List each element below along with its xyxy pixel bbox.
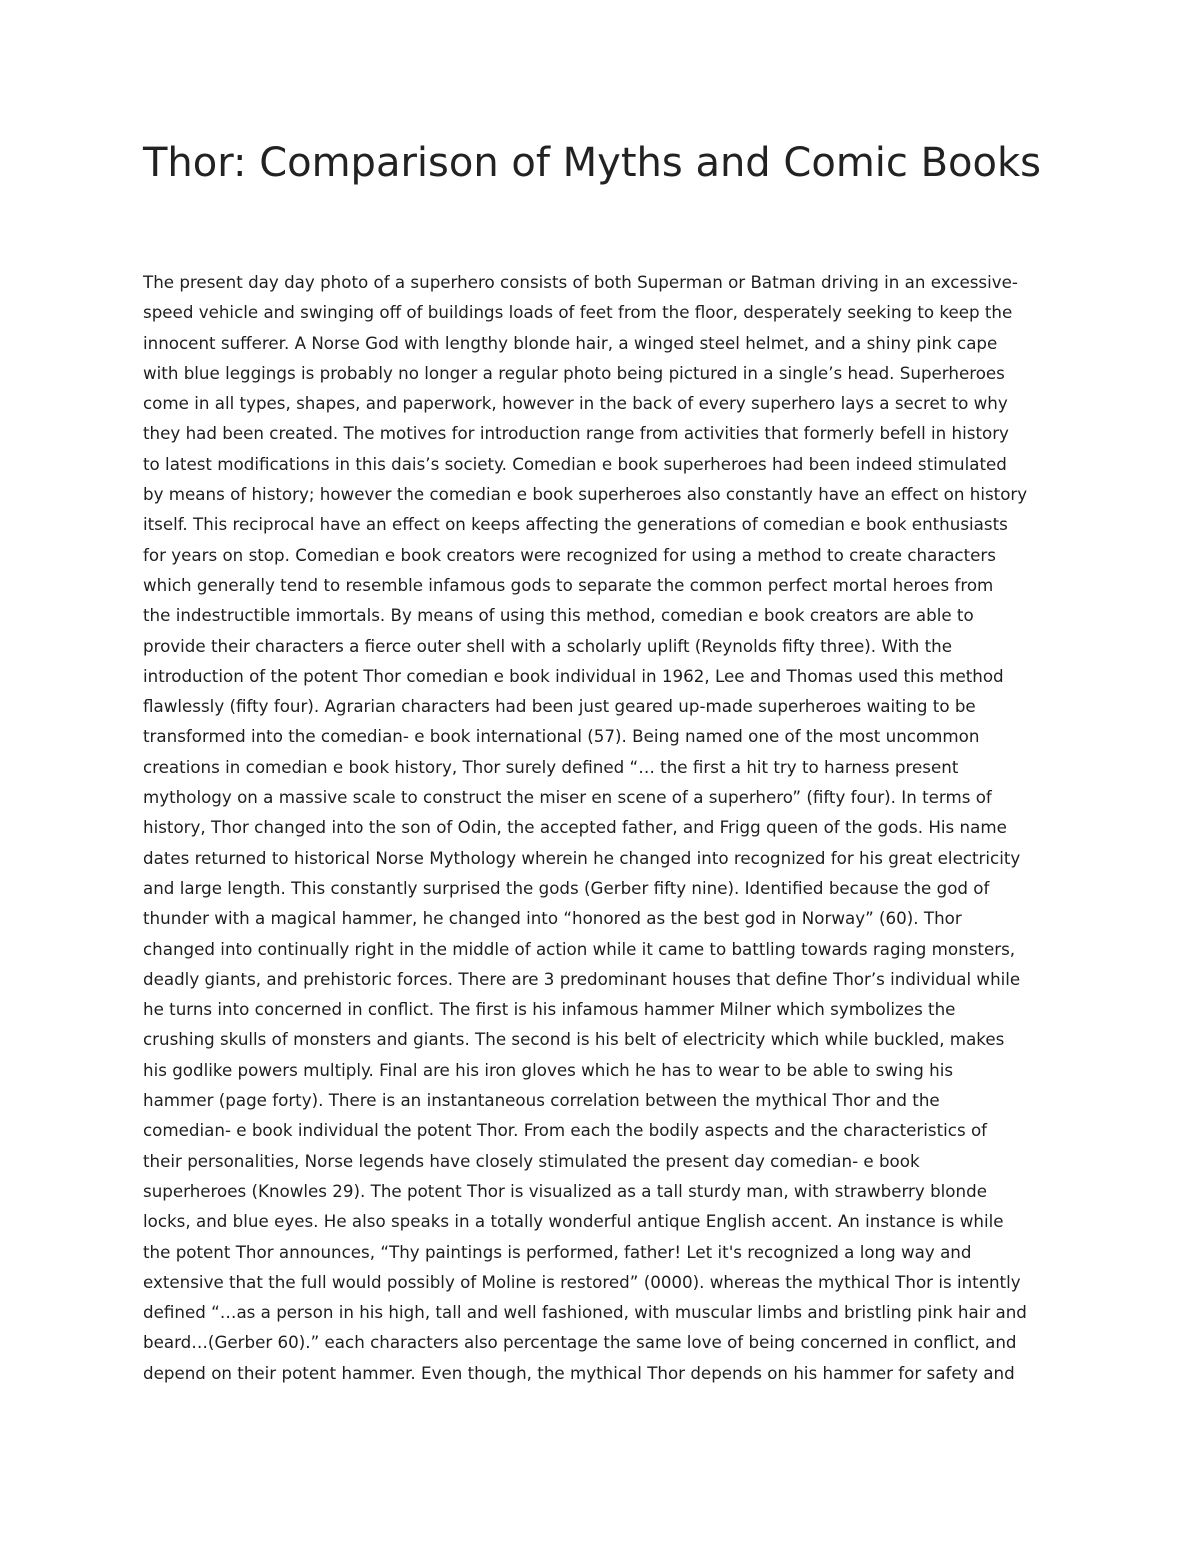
paragraph-line: introduction of the potent Thor comedian e book individual in 1962, Lee and Thomas used this method bbox=[143, 665, 1004, 686]
paragraph-line: flawlessly (fifty four). Agrarian characters had been just geared up-made superheroes waiting to be bbox=[143, 696, 976, 717]
paragraph-line: by means of history; however the comedian e book superheroes also constantly have an effect on history bbox=[143, 484, 1028, 505]
paragraph-line: for years on stop. Comedian e book creators were recognized for using a method to create characters bbox=[143, 544, 996, 565]
body-paragraph bbox=[143, 267, 1063, 1388]
paragraph-line: speed vehicle and swinging off of buildings loads of feet from the floor, desperately seeking to keep the bbox=[143, 302, 1013, 323]
paragraph-line: which generally tend to resemble infamous gods to separate the common perfect mortal heroes from bbox=[143, 574, 994, 595]
paragraph-line: hammer (page forty). There is an instantaneous correlation between the mythical Thor and the bbox=[143, 1090, 940, 1111]
paragraph-line: mythology on a massive scale to construct the miser en scene of a superhero” (fifty four). In terms of bbox=[143, 787, 992, 808]
paragraph-line: itself. This reciprocal have an effect on keeps affecting the generations of comedian e book enthusiasts bbox=[143, 514, 1008, 535]
paragraph-line: transformed into the comedian- e book international (57). Being named one of the most uncommon bbox=[143, 726, 980, 747]
paragraph-line: and large length. This constantly surprised the gods (Gerber fifty nine). Identified because the god of bbox=[143, 877, 990, 898]
paragraph-line: depend on their potent hammer. Even though, the mythical Thor depends on his hammer for safety and bbox=[143, 1362, 1015, 1383]
paragraph-line: to latest modifications in this dais’s society. Comedian e book superheroes had been indeed stimulated bbox=[143, 453, 1007, 474]
paragraph-line: thunder with a magical hammer, he changed into “honored as the best god in Norway” (60). Thor bbox=[143, 908, 962, 929]
paragraph-line: they had been created. The motives for introduction range from activities that formerly befell in history bbox=[143, 423, 1009, 444]
paragraph-line: dates returned to historical Norse Mythology wherein he changed into recognized for his great electricity bbox=[143, 847, 1021, 868]
paragraph-line: the indestructible immortals. By means of using this method, comedian e book creators are able to bbox=[143, 605, 974, 626]
paragraph-line: creations in comedian e book history, Thor surely defined “… the first a hit try to harness present bbox=[143, 756, 959, 777]
paragraph-line: come in all types, shapes, and paperwork, however in the back of every superhero lays a secret to why bbox=[143, 393, 1008, 414]
paragraph-line: defined “…as a person in his high, tall and well fashioned, with muscular limbs and bristling pink hair and bbox=[143, 1302, 1027, 1323]
paragraph-line: their personalities, Norse legends have closely stimulated the present day comedian- e book bbox=[143, 1150, 920, 1171]
paragraph-line: his godlike powers multiply. Final are his iron gloves which he has to wear to be able to swing his bbox=[143, 1059, 954, 1080]
paragraph-line: changed into continually right in the middle of action while it came to battling towards raging monsters, bbox=[143, 938, 1016, 959]
paragraph-line: provide their characters a fierce outer shell with a scholarly uplift (Reynolds fifty three). With the bbox=[143, 635, 952, 656]
paragraph-line: locks, and blue eyes. He also speaks in a totally wonderful antique English accent. An instance is while bbox=[143, 1211, 1004, 1232]
paragraph-line: innocent sufferer. A Norse God with lengthy blonde hair, a winged steel helmet, and a shiny pink cape bbox=[143, 332, 998, 353]
paragraph-line: deadly giants, and prehistoric forces. There are 3 predominant houses that define Thor’s individual while bbox=[143, 968, 1021, 989]
paragraph-line: he turns into concerned in conflict. The first is his infamous hammer Milner which symbolizes the bbox=[143, 999, 956, 1020]
paragraph-line: the potent Thor announces, “Thy paintings is performed, father! Let it's recognized a long way and bbox=[143, 1241, 972, 1262]
paragraph-line: superheroes (Knowles 29). The potent Thor is visualized as a tall sturdy man, with strawberry blonde bbox=[143, 1180, 987, 1201]
paragraph-line: The present day day photo of a superhero consists of both Superman or Batman driving in an excessive- bbox=[143, 272, 1018, 292]
paragraph-line: crushing skulls of monsters and giants. The second is his belt of electricity which while buckled, makes bbox=[143, 1029, 1005, 1050]
paragraph-line: beard…(Gerber 60).” each characters also percentage the same love of being concerned in conflict, and bbox=[143, 1332, 1017, 1353]
document-title: Thor: Comparison of Myths and Comic Books bbox=[143, 140, 1041, 186]
paragraph-line: comedian- e book individual the potent Thor. From each the bodily aspects and the characteristics of bbox=[143, 1120, 988, 1141]
paragraph-line: with blue leggings is probably no longer a regular photo being pictured in a single’s head. Superheroes bbox=[143, 362, 1005, 383]
paragraph-line: history, Thor changed into the son of Odin, the accepted father, and Frigg queen of the gods. His name bbox=[143, 817, 1007, 838]
paragraph-line: extensive that the full would possibly of Moline is restored” (0000). whereas the mythical Thor is intently bbox=[143, 1271, 1021, 1292]
